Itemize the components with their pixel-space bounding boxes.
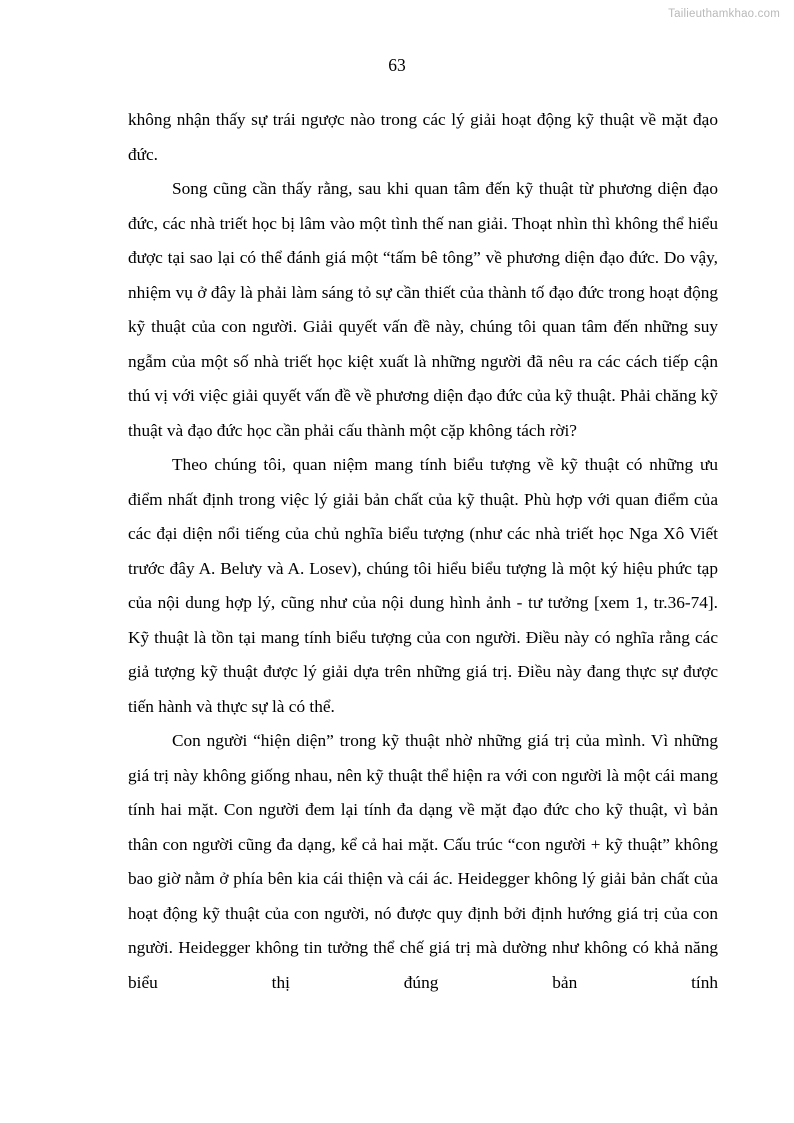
paragraph: Song cũng cần thấy rằng, sau khi quan tâm đến kỹ thuật từ phương diện đạo đức, các nhà triết học bị lâm vào một tình thế nan giải. Thoạt nhìn thì không thể hiểu được tại sao lại có thể đánh giá một “tấm bê tông” về phương diện đạo đức. Do vậy, nhiệm vụ ở đây là phải làm sáng tỏ sự cần thiết của thành tố đạo đức trong hoạt động kỹ thuật của con người. Giải quyết vấn đề này, chúng tôi quan tâm đến những suy ngẫm của một số nhà triết học kiệt xuất là những người đã nêu ra các cách tiếp cận thú vị với việc giải quyết vấn đề về phương diện đạo đức của kỹ thuật. Phải chăng kỹ thuật và đạo đức học cần phải cấu thành một cặp không tách rời? [128,179,718,440]
watermark-text: Tailieuthamkhao.com [668,8,780,20]
paragraph: Theo chúng tôi, quan niệm mang tính biểu tượng về kỹ thuật có những ưu điểm nhất định trong việc lý giải bản chất của kỹ thuật. Phù hợp với quan điểm của các đại diện nổi tiếng của chủ nghĩa biểu tượng (như các nhà triết học Nga Xô Viết trước đây A. Belưy và A. Losev), chúng tôi hiểu biểu tượng là một ký hiệu phức tạp của nội dung hợp lý, cũng như của nội dung hình ảnh - tư tưởng [xem 1, tr.36-74]. Kỹ thuật là tồn tại mang tính biểu tượng của con người. Điều này có nghĩa rằng các giả tượng kỹ thuật được lý giải dựa trên những giá trị. Điều này đang thực sự được tiến hành và thực sự là có thể. [128,455,718,716]
paragraph: Con người “hiện diện” trong kỹ thuật nhờ những giá trị của mình. Vì những giá trị này không giống nhau, nên kỹ thuật thể hiện ra với con người là một cái mang tính hai mặt. Con người đem lại tính đa dạng về mặt đạo đức cho kỹ thuật, vì bản thân con người cũng đa dạng, kể cả hai mặt. Cấu trúc “con người + kỹ thuật” không bao giờ nằm ở phía bên kia cái thiện và cái ác. Heidegger không lý giải bản chất của hoạt động kỹ thuật của con người, nó được quy định bởi định hướng giá trị của con người. Heidegger không tin tưởng thể chế giá trị mà dường như không có khả năng biểu thị đúng bản tính [128,731,718,992]
paragraph: không nhận thấy sự trái ngược nào trong các lý giải hoạt động kỹ thuật về mặt đạo đức. [128,110,718,164]
page-number: 63 [388,55,406,75]
page-body [128,103,718,1035]
